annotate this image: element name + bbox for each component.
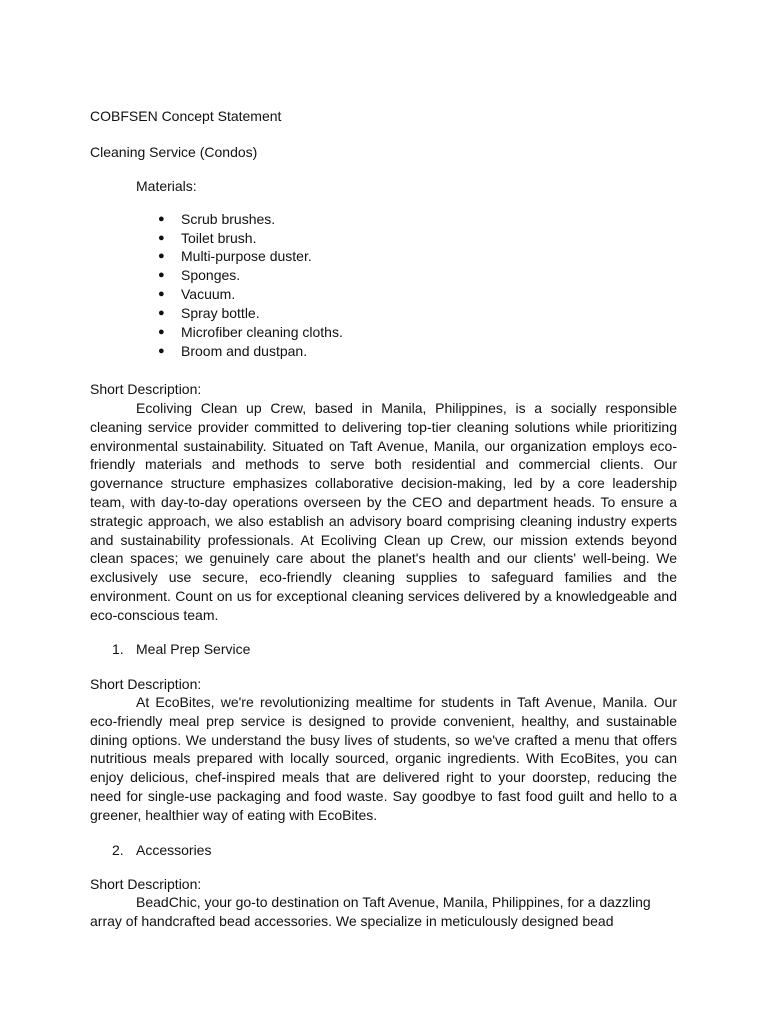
meal-heading: Meal Prep Service (136, 641, 251, 657)
list-item: Microfiber cleaning cloths. (181, 324, 343, 340)
cleaning-description: Ecoliving Clean up Crew, based in Manila, Philippines, is a socially responsible cleaning service provider committed to delivering top-tier cleaning solutions while prioritizing environmental sustainability. Situated on Taft Avenue, Manila, our organization employs eco-friendly materials and methods to serve both residential and commercial clients. Our governance structure emphasizes collaborative decision-making, led by a core leadership team, with day-to-day operations overseen by the CEO and department heads. To ensure a strategic approach, we also establish an advisory board comprising cleaning industry experts and sustainability professionals. At Ecoliving Clean up Crew, our mission extends beyond clean spaces; we genuinely care about the planet's health and our clients' well-being. We exclusively use secure, eco-friendly cleaning supplies to safeguard families and the environment. Count on us for exceptional cleaning services delivered by a knowledgeable and eco-conscious team. (90, 400, 677, 623)
accessories-number: 2. (112, 842, 124, 858)
cleaning-heading: Cleaning Service (Condos) (90, 144, 258, 160)
accessories-heading: Accessories (136, 842, 212, 858)
list-item: Sponges. (181, 267, 241, 283)
list-item: Scrub brushes. (181, 211, 276, 227)
document-title: COBFSEN Concept Statement (90, 108, 282, 124)
bullet-icon: ● (158, 288, 165, 300)
accessories-desc-label: Short Description: (90, 876, 202, 892)
list-item: Toilet brush. (181, 230, 257, 246)
meal-description: At EcoBites, we're revolutionizing mealtime for students in Taft Avenue, Manila. Our eco-friendly meal prep service is designed to provide convenient, healthy, and sustainable dining options. We understand the busy lives of students, so we've crafted a menu that offers nutritious meals prepared with locally sourced, organic ingredients. With EcoBites, you can enjoy delicious, chef-inspired meals that are delivered right to your doorstep, reducing the need for single-use packaging and food waste. Say goodbye to fast food guilt and hello to a greener, healthier way of eating with EcoBites. (90, 694, 677, 823)
meal-desc-label: Short Description: (90, 676, 202, 692)
materials-label: Materials: (136, 178, 197, 194)
bullet-icon: ● (158, 345, 165, 357)
list-item: Spray bottle. (181, 305, 260, 321)
cleaning-desc-label: Short Description: (90, 381, 202, 397)
bullet-icon: ● (158, 269, 165, 281)
bullet-icon: ● (158, 250, 165, 262)
accessories-description: BeadChic, your go-to destination on Taft Avenue, Manila, Philippines, for a dazzling array of handcrafted bead accessories. We specialize in meticulously designed bead (90, 894, 651, 929)
bullet-icon: ● (158, 232, 165, 244)
bullet-icon: ● (158, 213, 165, 225)
meal-number: 1. (112, 641, 124, 657)
list-item: Broom and dustpan. (181, 343, 308, 359)
bullet-icon: ● (158, 326, 165, 338)
list-item: Vacuum. (181, 286, 236, 302)
bullet-icon: ● (158, 307, 165, 319)
list-item: Multi-purpose duster. (181, 248, 312, 264)
